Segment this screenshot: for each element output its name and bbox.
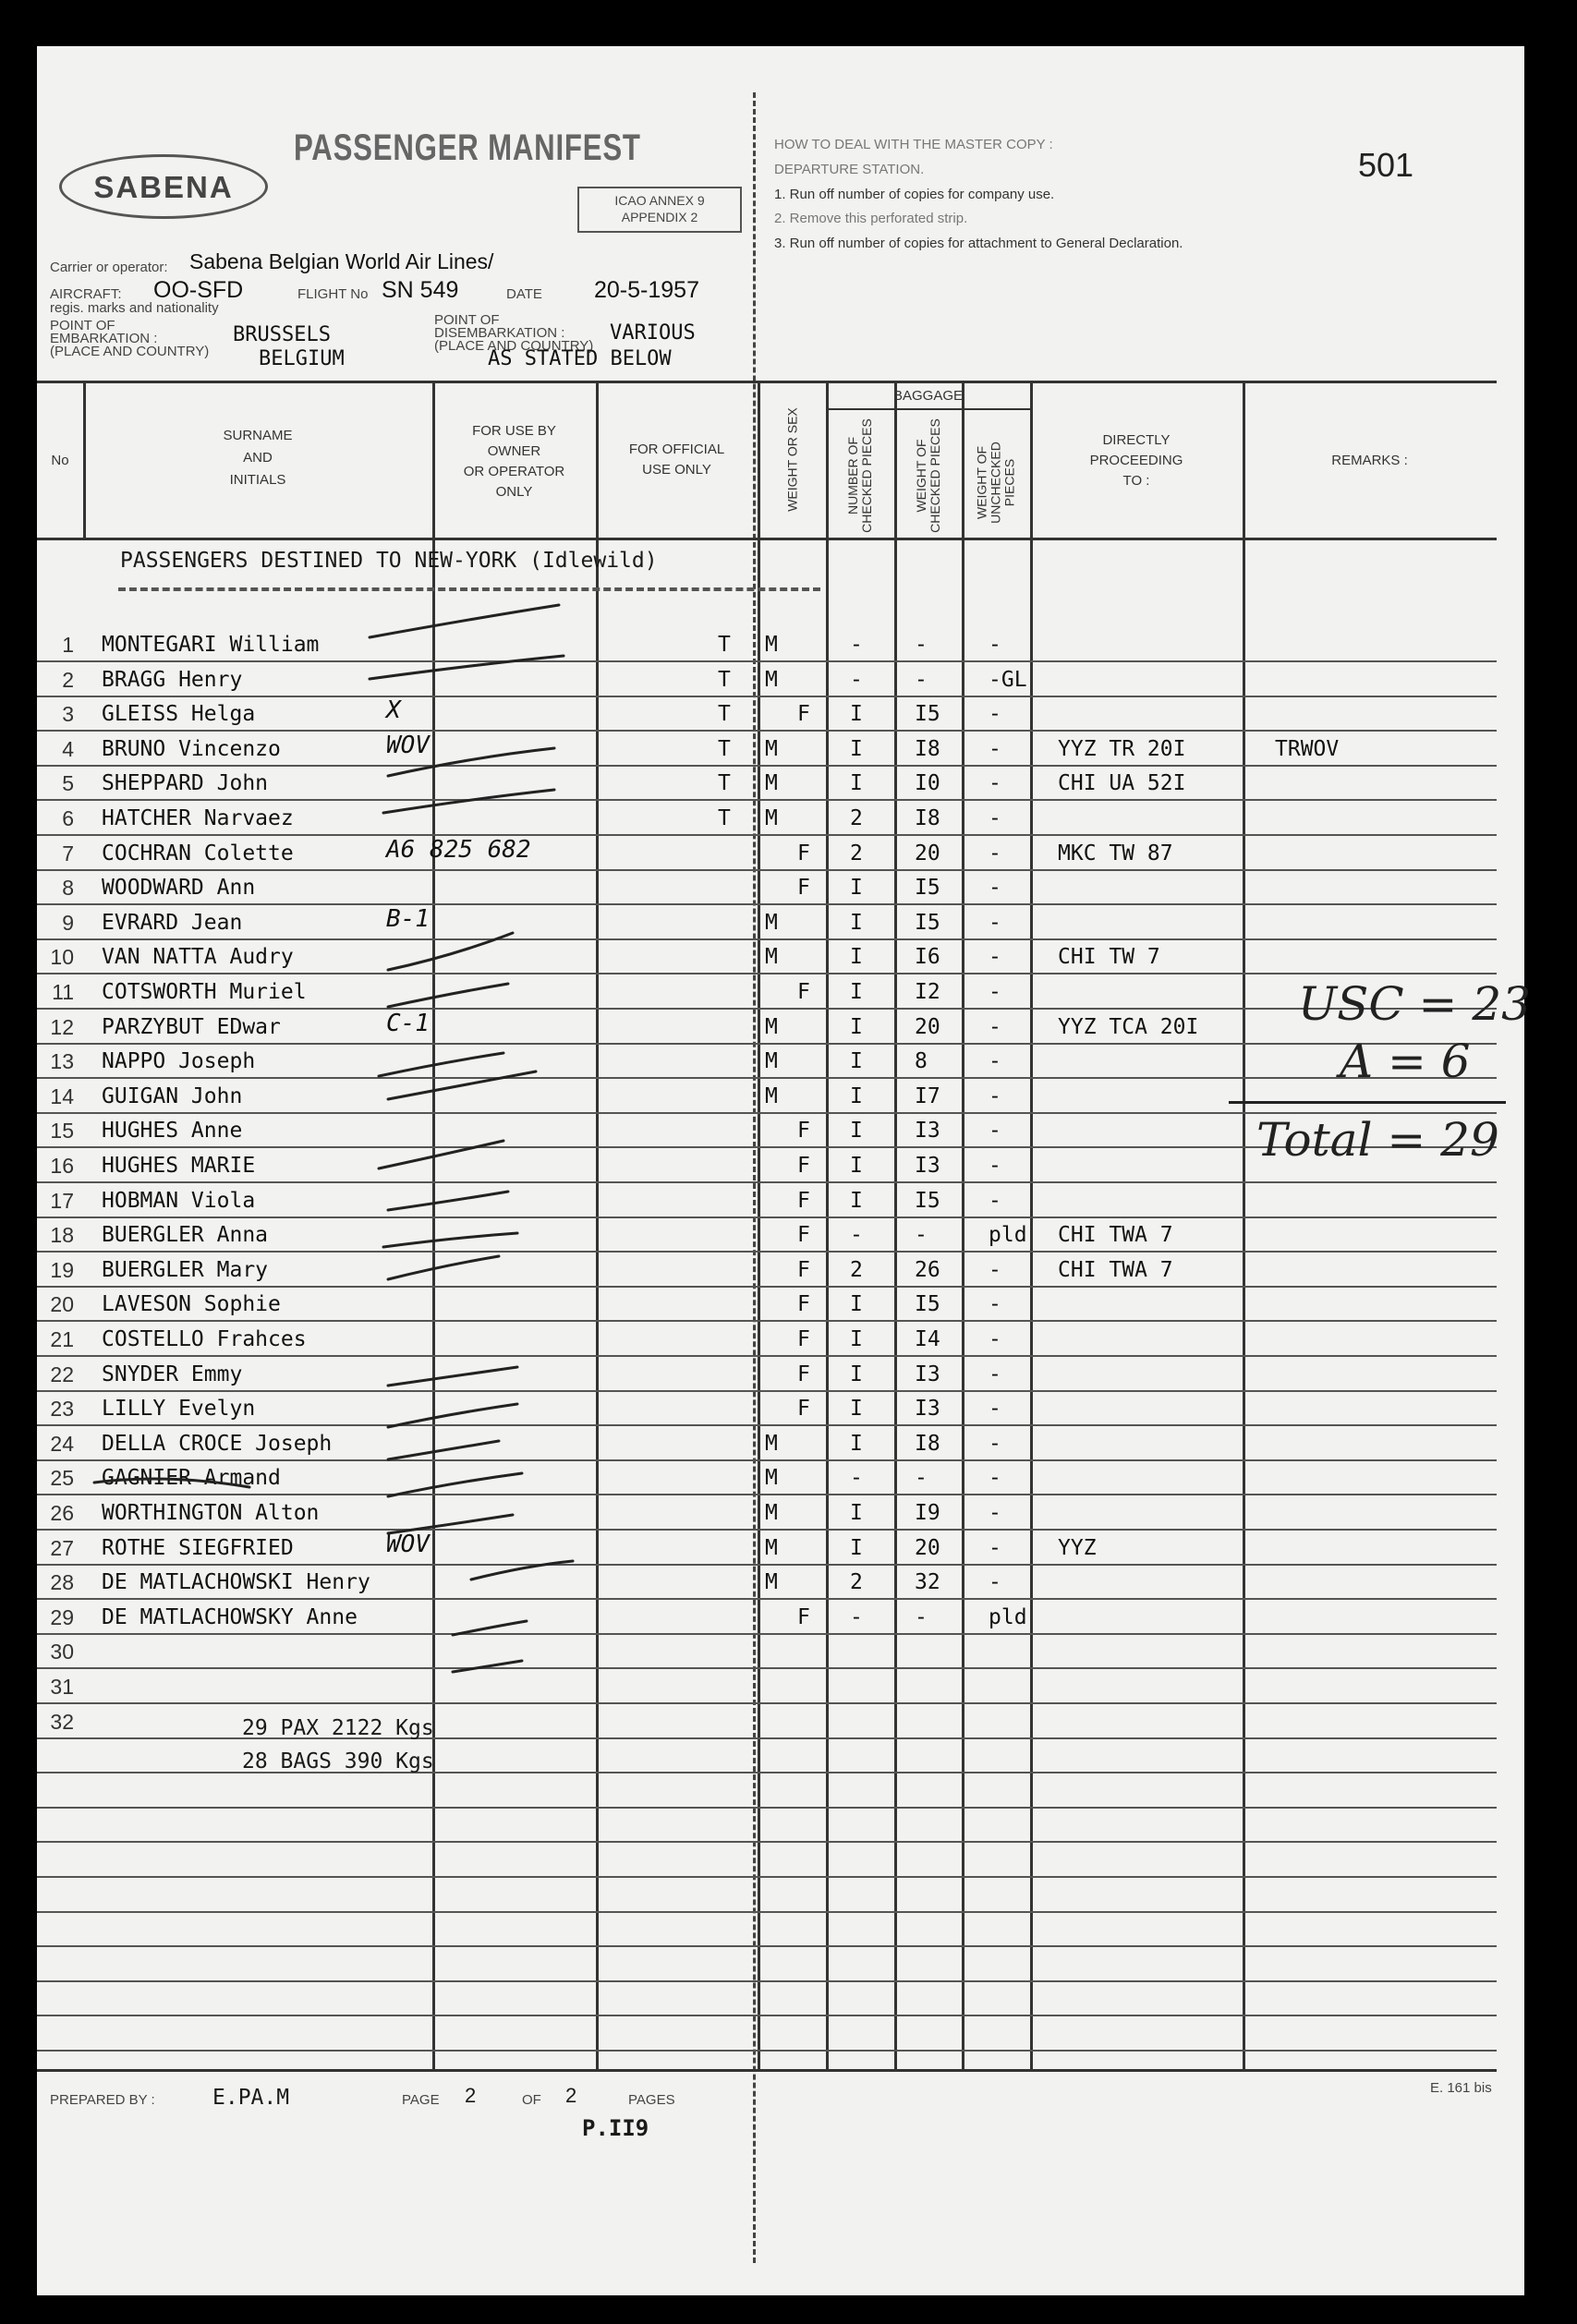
passenger-name: VAN NATTA Audry bbox=[102, 945, 294, 970]
unchecked-weight: - bbox=[989, 1049, 1001, 1074]
unchecked-weight: - bbox=[989, 876, 1001, 901]
passenger-name: DE MATLACHOWSKY Anne bbox=[102, 1604, 358, 1629]
pen-strike bbox=[388, 1473, 522, 1496]
pen-strike bbox=[383, 790, 554, 813]
pen-strike bbox=[388, 1192, 508, 1210]
checked-count: - bbox=[850, 667, 863, 692]
unchecked-weight: - bbox=[989, 980, 1001, 1004]
sex-value: M bbox=[765, 736, 778, 761]
unchecked-weight: - bbox=[989, 1292, 1001, 1317]
row-number: 24 bbox=[50, 1431, 74, 1456]
row-number: 9 bbox=[62, 910, 74, 935]
row-number: 19 bbox=[50, 1257, 74, 1282]
checked-weight: - bbox=[915, 1223, 928, 1248]
checked-count: I bbox=[850, 1083, 863, 1108]
aircraft-sublabel: regis. marks and nationality bbox=[50, 300, 219, 316]
proceeding-to: CHI UA 52I bbox=[1058, 771, 1186, 796]
sex-value: M bbox=[765, 1014, 778, 1039]
checked-weight: I9 bbox=[915, 1501, 940, 1525]
sex-value: M bbox=[765, 1501, 778, 1525]
unchecked-weight: - bbox=[989, 1397, 1001, 1422]
unchecked-weight: - bbox=[989, 1257, 1001, 1282]
instructions-title: HOW TO DEAL WITH THE MASTER COPY : bbox=[774, 137, 1053, 152]
row-number: 8 bbox=[62, 876, 74, 901]
unchecked-weight: - bbox=[989, 1535, 1001, 1560]
pen-strike bbox=[388, 1256, 499, 1279]
checked-count: I bbox=[850, 771, 863, 796]
proceeding-to: CHI TWA 7 bbox=[1058, 1223, 1173, 1248]
checked-weight: I5 bbox=[915, 1292, 940, 1317]
passenger-name: ROTHE SIEGFRIED bbox=[102, 1535, 294, 1560]
row-number: 21 bbox=[50, 1327, 74, 1351]
proceeding-to: MKC TW 87 bbox=[1058, 841, 1173, 865]
row-number: 25 bbox=[50, 1466, 74, 1491]
row-number: 5 bbox=[62, 771, 74, 796]
checked-weight: - bbox=[915, 1466, 928, 1491]
of-label: OF bbox=[522, 2092, 541, 2108]
sex-value: F bbox=[797, 980, 810, 1004]
checked-weight: - bbox=[915, 1604, 928, 1629]
checked-weight: - bbox=[915, 667, 928, 692]
flight-value: SN 549 bbox=[382, 277, 459, 303]
passenger-name: DE MATLACHOWSKI Henry bbox=[102, 1570, 370, 1595]
sex-value: F bbox=[797, 1397, 810, 1422]
passenger-name: SHEPPARD John bbox=[102, 771, 269, 796]
flight-label: FLIGHT No bbox=[297, 286, 369, 302]
owner-note: X bbox=[386, 696, 401, 725]
passenger-name: GAGNIER Armand bbox=[102, 1466, 281, 1491]
sex-value: F bbox=[797, 1119, 810, 1144]
passenger-name: PARZYBUT EDwar bbox=[102, 1014, 281, 1039]
col-header-checked-num: NUMBER OF CHECKED PIECES bbox=[845, 418, 874, 533]
of-value: 2 bbox=[565, 2084, 577, 2107]
col-header-remarks: REMARKS : bbox=[1331, 453, 1408, 468]
checked-count: 2 bbox=[850, 1257, 863, 1282]
checked-count: I bbox=[850, 1119, 863, 1144]
official-mark: T bbox=[718, 771, 731, 796]
unchecked-weight: - bbox=[989, 1362, 1001, 1386]
row-number: 29 bbox=[50, 1604, 74, 1629]
checked-count: I bbox=[850, 1535, 863, 1560]
unchecked-weight: - bbox=[989, 841, 1001, 865]
checked-weight: I8 bbox=[915, 1431, 940, 1456]
passenger-name: HUGHES MARIE bbox=[102, 1154, 256, 1178]
instruction-1: 1. Run off number of copies for company use. bbox=[774, 187, 1055, 202]
checked-count: I bbox=[850, 1397, 863, 1422]
checked-weight: I5 bbox=[915, 876, 940, 901]
totals-pax: 29 PAX 2122 Kgs bbox=[242, 1716, 434, 1740]
row-number: 22 bbox=[50, 1362, 74, 1386]
checked-count: I bbox=[850, 1049, 863, 1074]
row-number: 16 bbox=[50, 1154, 74, 1178]
remark: TRWOV bbox=[1275, 736, 1340, 761]
sex-value: F bbox=[797, 876, 810, 901]
checked-count: I bbox=[850, 1292, 863, 1317]
prepared-by-label: PREPARED BY : bbox=[50, 2092, 155, 2108]
checked-weight: 32 bbox=[915, 1570, 940, 1595]
col-header-official: FOR OFFICIAL USE ONLY bbox=[628, 442, 725, 478]
unchecked-weight: - bbox=[989, 1431, 1001, 1456]
checked-count: - bbox=[850, 1604, 863, 1629]
prepared-by-value: E.PA.M bbox=[212, 2086, 290, 2110]
tally-usc: USC = 23 bbox=[1298, 977, 1531, 1031]
checked-weight: 20 bbox=[915, 1535, 940, 1560]
official-mark: T bbox=[718, 702, 731, 727]
proceeding-to: CHI TW 7 bbox=[1058, 945, 1160, 970]
pen-strike bbox=[388, 748, 554, 776]
sex-value: F bbox=[797, 1154, 810, 1178]
official-mark: T bbox=[718, 736, 731, 761]
sex-value: M bbox=[765, 1083, 778, 1108]
row-number: 27 bbox=[50, 1535, 74, 1560]
checked-weight: I5 bbox=[915, 702, 940, 727]
checked-count: 2 bbox=[850, 841, 863, 865]
section-title: PASSENGERS DESTINED TO NEW-YORK (Idlewild) bbox=[120, 549, 658, 573]
unchecked-weight: - bbox=[989, 736, 1001, 761]
row-number: 17 bbox=[50, 1188, 74, 1213]
pen-strike bbox=[453, 1661, 522, 1672]
pen-strike bbox=[388, 1441, 499, 1459]
checked-weight: I3 bbox=[915, 1397, 940, 1422]
col-header-proceeding: DIRECTLY PROCEEDING TO : bbox=[1089, 432, 1183, 489]
date-value: 20-5-1957 bbox=[594, 277, 699, 303]
row-number: 7 bbox=[62, 841, 74, 865]
instruction-3: 3. Run off number of copies for attachment to General Declaration. bbox=[774, 236, 1183, 251]
passenger-name: HUGHES Anne bbox=[102, 1119, 243, 1144]
passenger-name: WOODWARD Ann bbox=[102, 876, 256, 901]
row-number: 23 bbox=[50, 1397, 74, 1422]
sex-value: M bbox=[765, 1535, 778, 1560]
aircraft-value: OO-SFD bbox=[153, 277, 244, 303]
sex-value: F bbox=[797, 1604, 810, 1629]
pen-strike bbox=[383, 1233, 517, 1247]
col-header-baggage: BAGGAGE bbox=[892, 388, 964, 404]
row-number: 13 bbox=[50, 1049, 74, 1074]
row-number: 20 bbox=[50, 1292, 74, 1317]
unchecked-weight: - bbox=[989, 1466, 1001, 1491]
proceeding-to: YYZ TCA 20I bbox=[1058, 1014, 1199, 1039]
unchecked-weight: - bbox=[989, 1188, 1001, 1213]
checked-count: I bbox=[850, 1431, 863, 1456]
unchecked-weight: pld bbox=[989, 1223, 1027, 1248]
passenger-name: MONTEGARI William bbox=[102, 633, 320, 657]
checked-count: I bbox=[850, 980, 863, 1004]
checked-count: - bbox=[850, 1466, 863, 1491]
sex-value: F bbox=[797, 1327, 810, 1351]
proceeding-to: YYZ TR 20I bbox=[1058, 736, 1186, 761]
col-header-checked-weight: WEIGHT OF CHECKED PIECES bbox=[914, 418, 942, 533]
tally-a: A = 6 bbox=[1340, 1035, 1471, 1088]
owner-note: C-1 bbox=[386, 1009, 430, 1037]
col-header-surname: SURNAME AND INITIALS bbox=[223, 428, 293, 488]
row-number: 3 bbox=[62, 702, 74, 727]
sex-value: M bbox=[765, 945, 778, 970]
document-number: 501 bbox=[1358, 146, 1414, 184]
page-label: PAGE bbox=[402, 2092, 440, 2108]
passenger-name: LAVESON Sophie bbox=[102, 1292, 281, 1317]
checked-count: - bbox=[850, 1223, 863, 1248]
checked-weight: 20 bbox=[915, 841, 940, 865]
unchecked-weight: - bbox=[989, 1083, 1001, 1108]
pen-strike bbox=[388, 1515, 513, 1533]
sex-value: F bbox=[797, 1292, 810, 1317]
passenger-name: BUERGLER Mary bbox=[102, 1257, 269, 1282]
carrier-value: Sabena Belgian World Air Lines/ bbox=[189, 249, 494, 273]
checked-weight: I4 bbox=[915, 1327, 940, 1351]
passenger-name: LILLY Evelyn bbox=[102, 1397, 256, 1422]
passenger-name: WORTHINGTON Alton bbox=[102, 1501, 320, 1525]
unchecked-weight: - bbox=[989, 1154, 1001, 1178]
checked-count: I bbox=[850, 1154, 863, 1178]
passenger-name: GUIGAN John bbox=[102, 1083, 243, 1108]
sex-value: F bbox=[797, 702, 810, 727]
checked-count: I bbox=[850, 1362, 863, 1386]
checked-count: I bbox=[850, 1327, 863, 1351]
checked-weight: 8 bbox=[915, 1049, 928, 1074]
unchecked-weight: - bbox=[989, 1119, 1001, 1144]
pen-strike bbox=[471, 1561, 573, 1580]
sex-value: F bbox=[797, 841, 810, 865]
pen-strike bbox=[388, 1367, 517, 1386]
pen-strike bbox=[453, 1621, 527, 1635]
aircraft-label: AIRCRAFT: bbox=[50, 286, 122, 302]
checked-count: I bbox=[850, 945, 863, 970]
checked-weight: - bbox=[915, 633, 928, 657]
official-mark: T bbox=[718, 633, 731, 657]
instruction-2: 2. Remove this perforated strip. bbox=[774, 211, 968, 226]
checked-weight: I3 bbox=[915, 1362, 940, 1386]
form-code: E. 161 bis bbox=[1430, 2080, 1492, 2096]
row-number: 12 bbox=[50, 1014, 74, 1039]
pen-strike bbox=[379, 1141, 503, 1168]
passenger-name: COCHRAN Colette bbox=[102, 841, 294, 865]
proceeding-to: YYZ bbox=[1058, 1535, 1097, 1560]
row-number: 4 bbox=[62, 736, 74, 761]
checked-weight: I3 bbox=[915, 1119, 940, 1144]
name-strike bbox=[94, 1479, 249, 1487]
checked-weight: I0 bbox=[915, 771, 940, 796]
passenger-name: BRAGG Henry bbox=[102, 667, 243, 692]
checked-weight: I3 bbox=[915, 1154, 940, 1178]
sex-value: F bbox=[797, 1257, 810, 1282]
pen-strike bbox=[370, 656, 564, 679]
sex-value: M bbox=[765, 1570, 778, 1595]
row-number: 15 bbox=[50, 1119, 74, 1144]
owner-note: A6 825 682 bbox=[386, 835, 531, 864]
col-header-owner: FOR USE BY OWNER OR OPERATOR ONLY bbox=[463, 423, 565, 500]
instructions-sub: DEPARTURE STATION. bbox=[774, 162, 925, 177]
sex-value: M bbox=[765, 667, 778, 692]
sex-value: M bbox=[765, 806, 778, 830]
disembark-label: POINT OF DISEMBARKATION : (PLACE AND COUNTRY) bbox=[434, 312, 594, 354]
unchecked-weight: - bbox=[989, 806, 1001, 830]
unchecked-weight: - bbox=[989, 1327, 1001, 1351]
date-label: DATE bbox=[506, 286, 542, 302]
pen-strike bbox=[388, 984, 508, 1007]
col-header-no: No bbox=[51, 453, 69, 468]
checked-count: I bbox=[850, 736, 863, 761]
checked-count: 2 bbox=[850, 806, 863, 830]
sex-value: F bbox=[797, 1362, 810, 1386]
official-mark: T bbox=[718, 667, 731, 692]
checked-weight: 26 bbox=[915, 1257, 940, 1282]
unchecked-weight: - bbox=[989, 910, 1001, 935]
owner-note: WOV bbox=[386, 1530, 430, 1558]
unchecked-weight: - bbox=[989, 1501, 1001, 1525]
form-title: PASSENGER MANIFEST bbox=[294, 127, 641, 168]
passenger-name: BUERGLER Anna bbox=[102, 1223, 269, 1248]
passenger-name: NAPPO Joseph bbox=[102, 1049, 256, 1074]
checked-weight: I2 bbox=[915, 980, 940, 1004]
sex-value: M bbox=[765, 1466, 778, 1491]
unchecked-weight: - bbox=[989, 702, 1001, 727]
tally-total: Total = 29 bbox=[1256, 1113, 1499, 1167]
pen-strike bbox=[388, 933, 513, 970]
checked-count: I bbox=[850, 702, 863, 727]
sex-value: M bbox=[765, 1049, 778, 1074]
embark-city: BRUSSELS bbox=[233, 323, 331, 346]
manifest-page bbox=[37, 46, 1531, 2295]
owner-note: B-1 bbox=[386, 904, 430, 933]
row-number: 32 bbox=[50, 1709, 74, 1734]
pages-label: PAGES bbox=[628, 2092, 675, 2108]
checked-weight: I8 bbox=[915, 806, 940, 830]
pen-strike bbox=[388, 1404, 517, 1427]
disembark-note: AS STATED BELOW bbox=[488, 347, 672, 370]
unchecked-weight: - bbox=[989, 633, 1001, 657]
sex-value: M bbox=[765, 910, 778, 935]
pen-strokes-overlay bbox=[37, 46, 1524, 2295]
carrier-label: Carrier or operator: bbox=[50, 260, 168, 275]
row-number: 30 bbox=[50, 1640, 74, 1664]
row-number: 14 bbox=[50, 1083, 74, 1108]
pen-strike bbox=[370, 605, 559, 637]
sex-value: M bbox=[765, 1431, 778, 1456]
sex-value: F bbox=[797, 1223, 810, 1248]
icao-line-2: APPENDIX 2 bbox=[621, 210, 698, 224]
embark-country: BELGIUM bbox=[259, 347, 345, 370]
checked-count: - bbox=[850, 633, 863, 657]
row-number: 6 bbox=[62, 806, 74, 830]
passenger-name: HOBMAN Viola bbox=[102, 1188, 256, 1213]
checked-count: 2 bbox=[850, 1570, 863, 1595]
row-number: 28 bbox=[50, 1570, 74, 1595]
pen-strike bbox=[379, 1053, 503, 1076]
unchecked-weight: pld bbox=[989, 1604, 1027, 1629]
row-number: 18 bbox=[50, 1223, 74, 1248]
checked-count: I bbox=[850, 876, 863, 901]
page-value: 2 bbox=[465, 2084, 477, 2107]
passenger-name: GLEISS Helga bbox=[102, 702, 256, 727]
passenger-name: BRUNO Vincenzo bbox=[102, 736, 281, 761]
checked-count: I bbox=[850, 1014, 863, 1039]
passenger-name: EVRARD Jean bbox=[102, 910, 243, 935]
row-number: 31 bbox=[50, 1675, 74, 1699]
official-mark: T bbox=[718, 806, 731, 830]
disembark-value: VARIOUS bbox=[610, 321, 696, 345]
checked-weight: I6 bbox=[915, 945, 940, 970]
checked-count: I bbox=[850, 1501, 863, 1525]
page-reference: P.II9 bbox=[582, 2115, 649, 2141]
unchecked-weight: - bbox=[989, 771, 1001, 796]
row-number: 2 bbox=[62, 667, 74, 692]
checked-weight: I7 bbox=[915, 1083, 940, 1108]
unchecked-weight: - bbox=[989, 1014, 1001, 1039]
checked-weight: I8 bbox=[915, 736, 940, 761]
totals-bags: 28 BAGS 390 Kgs bbox=[242, 1749, 434, 1773]
checked-weight: I5 bbox=[915, 910, 940, 935]
row-number: 10 bbox=[50, 945, 74, 970]
unchecked-weight: - bbox=[989, 945, 1001, 970]
passenger-name: SNYDER Emmy bbox=[102, 1362, 243, 1386]
sex-value: M bbox=[765, 633, 778, 657]
embark-label: POINT OF EMBARKATION : (PLACE AND COUNTRY) bbox=[50, 318, 210, 359]
owner-note: WOV bbox=[386, 731, 430, 759]
checked-count: I bbox=[850, 910, 863, 935]
row-number: 26 bbox=[50, 1501, 74, 1525]
checked-weight: 20 bbox=[915, 1014, 940, 1039]
unchecked-weight: -GL bbox=[989, 667, 1027, 692]
row-number: 11 bbox=[52, 980, 74, 1004]
passenger-name: HATCHER Narvaez bbox=[102, 806, 294, 830]
row-number: 1 bbox=[62, 633, 74, 657]
logo-text: SABENA bbox=[93, 170, 234, 204]
icao-line-1: ICAO ANNEX 9 bbox=[614, 193, 705, 208]
checked-weight: I5 bbox=[915, 1188, 940, 1213]
checked-count: I bbox=[850, 1188, 863, 1213]
sex-value: M bbox=[765, 771, 778, 796]
pen-strike bbox=[388, 1071, 536, 1099]
passenger-name: COTSWORTH Muriel bbox=[102, 980, 307, 1004]
col-header-weight-sex: WEIGHT OR SEX bbox=[784, 407, 800, 512]
proceeding-to: CHI TWA 7 bbox=[1058, 1257, 1173, 1282]
sex-value: F bbox=[797, 1188, 810, 1213]
passenger-name: DELLA CROCE Joseph bbox=[102, 1431, 333, 1456]
unchecked-weight: - bbox=[989, 1570, 1001, 1595]
passenger-name: COSTELLO Frahces bbox=[102, 1327, 307, 1351]
col-header-unchecked-weight: WEIGHT OF UNCHECKED PIECES bbox=[974, 442, 1017, 524]
